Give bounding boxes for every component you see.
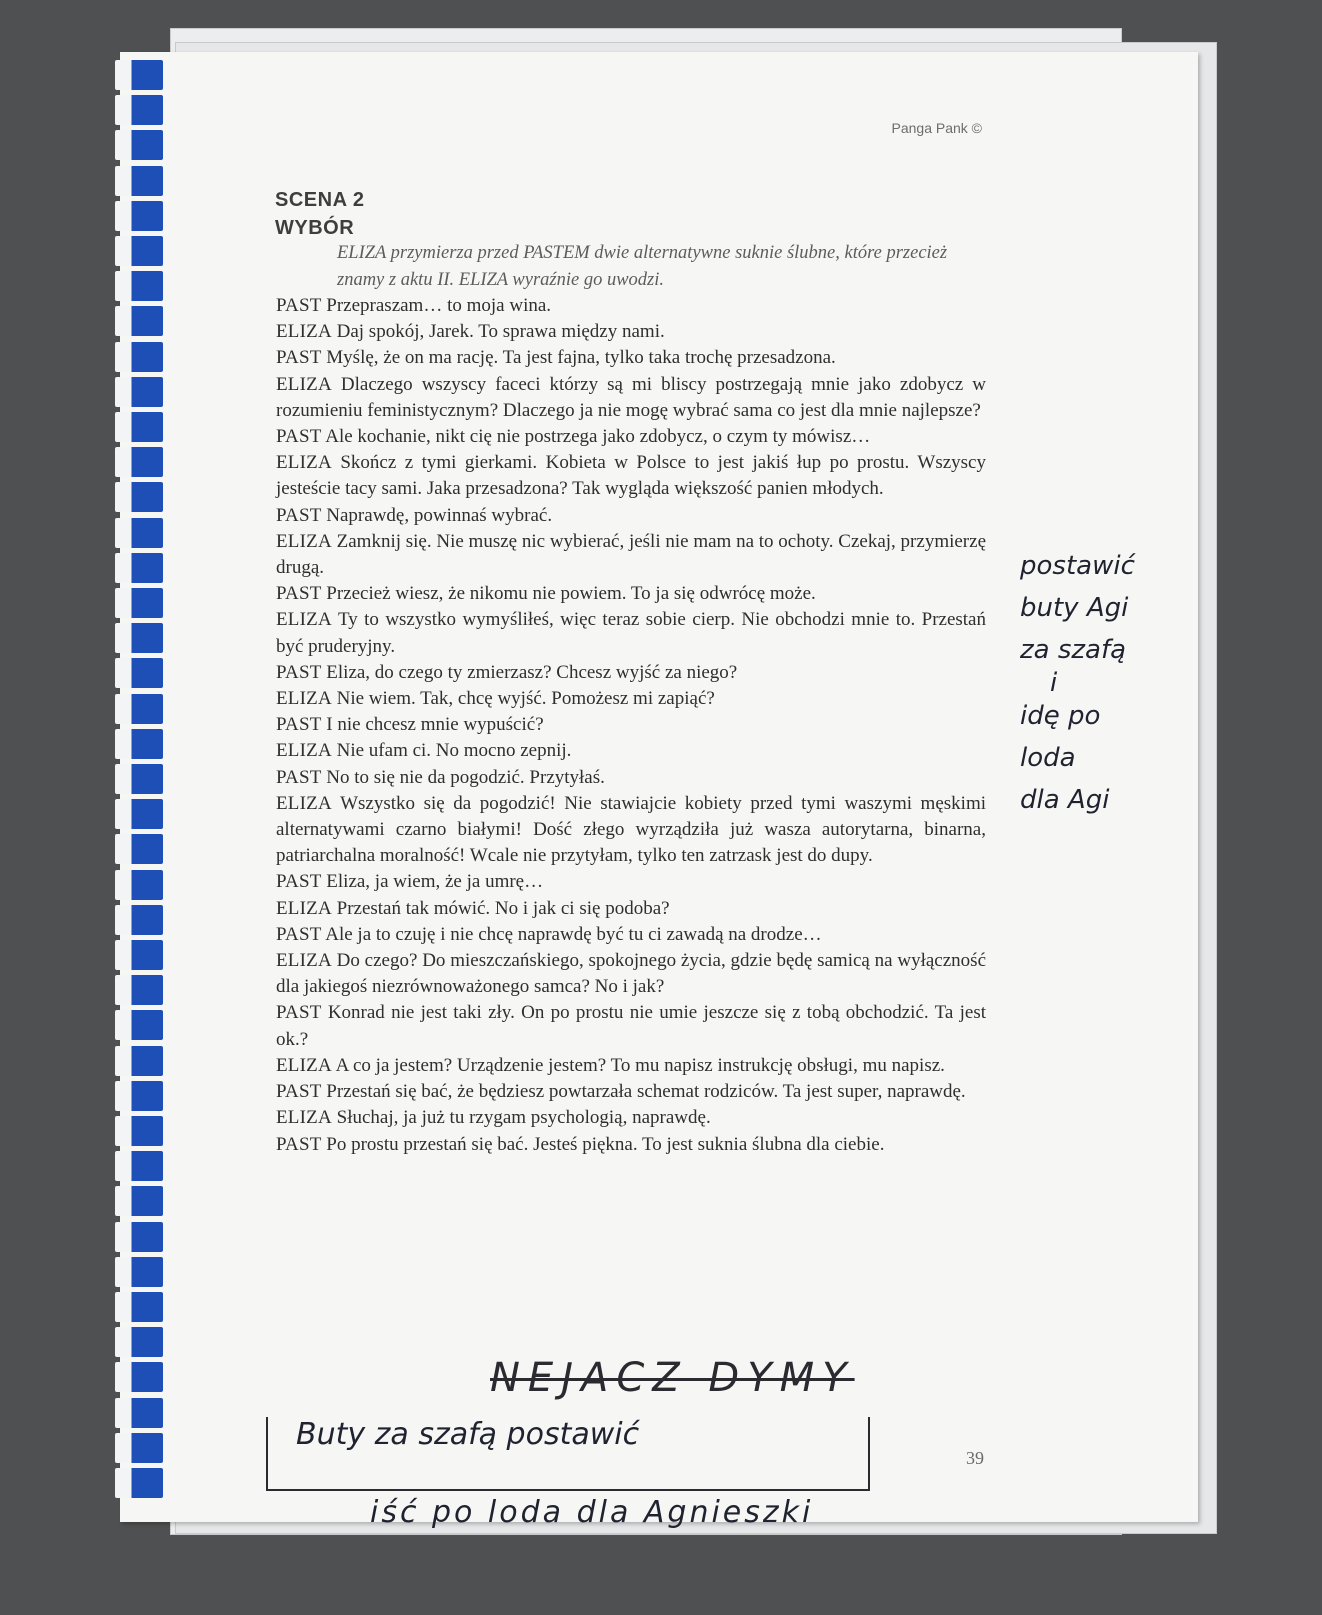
dialogue-line (276, 1053, 986, 1079)
dialogue-line (276, 712, 986, 738)
boxed-note-text: Buty za szafą postawić (296, 1417, 640, 1452)
binding-coil (115, 1116, 163, 1146)
line-text: Przestań się bać, że będziesz powtarzała schemat rodziców. Ta jest super, naprawdę. (321, 1081, 966, 1103)
dialogue-line (276, 1105, 986, 1131)
binding-coil (115, 1362, 163, 1392)
binding-coil (115, 166, 163, 196)
margin-note-line: za szafą (1020, 635, 1127, 665)
dialogue-line (276, 503, 986, 529)
line-text: Przestań tak mówić. No i jak ci się podoba? (331, 897, 670, 919)
stage-direction: ELIZA przymierza przed PASTEM dwie alternatywne suknie ślubne, które przecież znamy z aktu II. ELIZA wyraźnie go uwodzi. (337, 243, 948, 290)
speaker-name: PAST (276, 504, 322, 526)
line-text: I nie chcesz mnie wypuścić? (321, 714, 544, 736)
speaker-name: PAST (276, 1133, 322, 1155)
line-text: Daj spokój, Jarek. To sprawa między nami. (331, 321, 665, 343)
dialogue-line (276, 1079, 986, 1105)
binding-coil (115, 1433, 163, 1463)
scene-number: SCENA 2 (275, 189, 365, 211)
binding-coil (115, 1046, 163, 1076)
line-text: Dlaczego wszyscy faceci którzy są mi bliscy postrzegają mnie jako zdobycz w rozumieniu feministycznym? Dlaczego ja nie mogę wybrać sama co jest dla mnie najlepsze? (276, 373, 986, 421)
line-text: Przepraszam… to moja wina. (321, 295, 552, 316)
speaker-name: ELIZA (276, 373, 332, 395)
line-text: Eliza, do czego ty zmierzasz? Chcesz wyjść za niego? (321, 661, 738, 683)
margin-note-line: dla Agi (1020, 785, 1110, 815)
dialogue-block (276, 293, 986, 1158)
binding-coil (115, 518, 163, 548)
speaker-name: ELIZA (276, 1054, 332, 1076)
binding-coil (115, 1468, 163, 1498)
dialogue-line (276, 765, 986, 791)
speaker-name: PAST (276, 766, 322, 788)
binding-coil (115, 1186, 163, 1216)
dialogue-line (276, 581, 986, 607)
speaker-name: ELIZA (276, 609, 332, 631)
speaker-name: ELIZA (276, 740, 332, 762)
dialogue-line (276, 869, 986, 895)
line-text: Naprawdę, powinnaś wybrać. (321, 504, 553, 526)
scene-heading (275, 186, 364, 242)
line-text: Ale ja to czuję i nie chcę naprawdę być tu ci zawadą na drodze… (321, 923, 822, 945)
spiral-binding (115, 60, 165, 1530)
binding-coil (115, 1398, 163, 1428)
dialogue-line (276, 293, 986, 319)
speaker-name: ELIZA (276, 897, 332, 919)
binding-coil (115, 870, 163, 900)
margin-note-line: i (1050, 668, 1058, 698)
copyright-header: Panga Pank © (891, 120, 982, 136)
dialogue-line (276, 660, 986, 686)
speaker-name: PAST (276, 661, 322, 683)
speaker-name: ELIZA (276, 530, 332, 552)
line-text: Ty to wszystko wymyśliłeś, więc teraz sobie cierp. Nie obchodzi mnie to. Przestań być pruderyjny. (276, 609, 986, 657)
speaker-name: PAST (276, 347, 322, 369)
binding-coil (115, 1081, 163, 1111)
dialogue-line (276, 529, 986, 581)
line-text: A co ja jestem? Urządzenie jestem? To mu napisz instrukcję obsługi, mu napisz. (331, 1054, 945, 1076)
line-text: Skończ z tymi gierkami. Kobieta w Polsce to jest jakiś łup po prostu. Wszyscy jesteście tacy sami. Jaka przesadzona? Tak wygląda większość panien młodych. (276, 452, 986, 500)
margin-note-line: idę po (1020, 701, 1101, 731)
dialogue-line (276, 686, 986, 712)
crossed-out-note: NEJACZ DYMY (490, 1355, 855, 1401)
speaker-name: PAST (276, 1002, 322, 1024)
binding-coil (115, 834, 163, 864)
line-text: Słuchaj, ja już tu rzygam psychologią, naprawdę. (331, 1107, 711, 1129)
boxed-handwritten-note (266, 1417, 870, 1491)
binding-coil (115, 764, 163, 794)
binding-coil (115, 975, 163, 1005)
line-text: Konrad nie jest taki zły. On po prostu nie umie jeszcze się z tobą obchodzić. Ta jest ok.? (276, 1002, 986, 1050)
margin-note-line: postawić (1020, 551, 1135, 581)
binding-coil (115, 623, 163, 653)
binding-coil (115, 342, 163, 372)
binding-coil (115, 658, 163, 688)
binding-coil (115, 940, 163, 970)
speaker-name: PAST (276, 426, 322, 448)
line-text: Nie ufam ci. No mocno zepnij. (331, 740, 572, 762)
dialogue-line (276, 922, 986, 948)
page-number: 39 (966, 1448, 984, 1468)
binding-coil (115, 1010, 163, 1040)
binding-coil (115, 1327, 163, 1357)
line-text: Myślę, że on ma rację. Ta jest fajna, tylko taka trochę przesadzona. (321, 347, 836, 369)
speaker-name: ELIZA (276, 950, 332, 972)
line-text: No to się nie da pogodzić. Przytyłaś. (321, 766, 605, 788)
dialogue-line (276, 738, 986, 764)
line-text: Nie wiem. Tak, chcę wyjść. Pomożesz mi zapiąć? (331, 688, 715, 710)
speaker-name: PAST (276, 871, 322, 893)
margin-note-line: buty Agi (1020, 593, 1129, 623)
dialogue-line (276, 1000, 986, 1052)
dialogue-line (276, 791, 986, 870)
speaker-name: PAST (276, 923, 322, 945)
dialogue-line (276, 607, 986, 659)
binding-coil (115, 60, 163, 90)
binding-coil (115, 1292, 163, 1322)
dialogue-line (276, 424, 986, 450)
binding-coil (115, 553, 163, 583)
line-text: Po prostu przestań się bać. Jesteś piękna. To jest suknia ślubna dla ciebie. (321, 1133, 885, 1155)
binding-coil (115, 1257, 163, 1287)
line-text: Ale kochanie, nikt cię nie postrzega jako zdobycz, o czym ty mówisz… (321, 426, 871, 448)
speaker-name: PAST (276, 583, 322, 605)
speaker-name: PAST (276, 295, 322, 316)
dialogue-line (276, 896, 986, 922)
binding-coil (115, 1222, 163, 1252)
dialogue-line (276, 345, 986, 371)
binding-coil (115, 95, 163, 125)
binding-coil (115, 799, 163, 829)
speaker-name: PAST (276, 1081, 322, 1103)
binding-coil (115, 447, 163, 477)
line-text: Wszystko się da pogodzić! Nie stawiajcie kobiety przed tymi waszymi męskimi alternatywami czarno białymi! Dość złego wyrządziła już wasza autorytarna, binarna, patriarchalna moralność! Wcale nie przytyłam, tylko ten zatrzask jest do dupy. (276, 792, 986, 867)
margin-note-line: loda (1020, 743, 1076, 773)
scene-title: WYBÓR (275, 217, 355, 239)
binding-coil (115, 588, 163, 618)
handwritten-margin-note (1020, 545, 1180, 821)
binding-coil (115, 694, 163, 724)
speaker-name: ELIZA (276, 688, 332, 710)
binding-coil (115, 905, 163, 935)
binding-coil (115, 377, 163, 407)
line-text: Przecież wiesz, że nikomu nie powiem. To ja się odwrócę może. (321, 583, 816, 605)
binding-coil (115, 412, 163, 442)
bottom-handwritten-note: iść po loda dla Agnieszki (370, 1495, 814, 1530)
dialogue-line (276, 319, 986, 345)
binding-coil (115, 130, 163, 160)
dialogue-line (276, 450, 986, 502)
binding-coil (115, 306, 163, 336)
binding-coil (115, 271, 163, 301)
line-text: Do czego? Do mieszczańskiego, spokojnego życia, gdzie będę samicą na wyłączność dla jakiegoś niezrównoważonego samca? No i jak? (276, 950, 986, 998)
binding-coil (115, 236, 163, 266)
dialogue-line (276, 1132, 986, 1158)
speaker-name: ELIZA (276, 792, 332, 814)
speaker-name: ELIZA (276, 452, 332, 474)
speaker-name: ELIZA (276, 1107, 332, 1129)
line-text: Eliza, ja wiem, że ja umrę… (321, 871, 544, 893)
dialogue-line (276, 948, 986, 1000)
binding-coil (115, 482, 163, 512)
speaker-name: ELIZA (276, 321, 332, 343)
dialogue-line (276, 372, 986, 424)
line-text: Zamknij się. Nie muszę nic wybierać, jeśli nie mam na to ochoty. Czekaj, przymierzę drugą. (276, 530, 986, 579)
binding-coil (115, 201, 163, 231)
binding-coil (115, 729, 163, 759)
binding-coil (115, 1151, 163, 1181)
speaker-name: PAST (276, 714, 322, 736)
